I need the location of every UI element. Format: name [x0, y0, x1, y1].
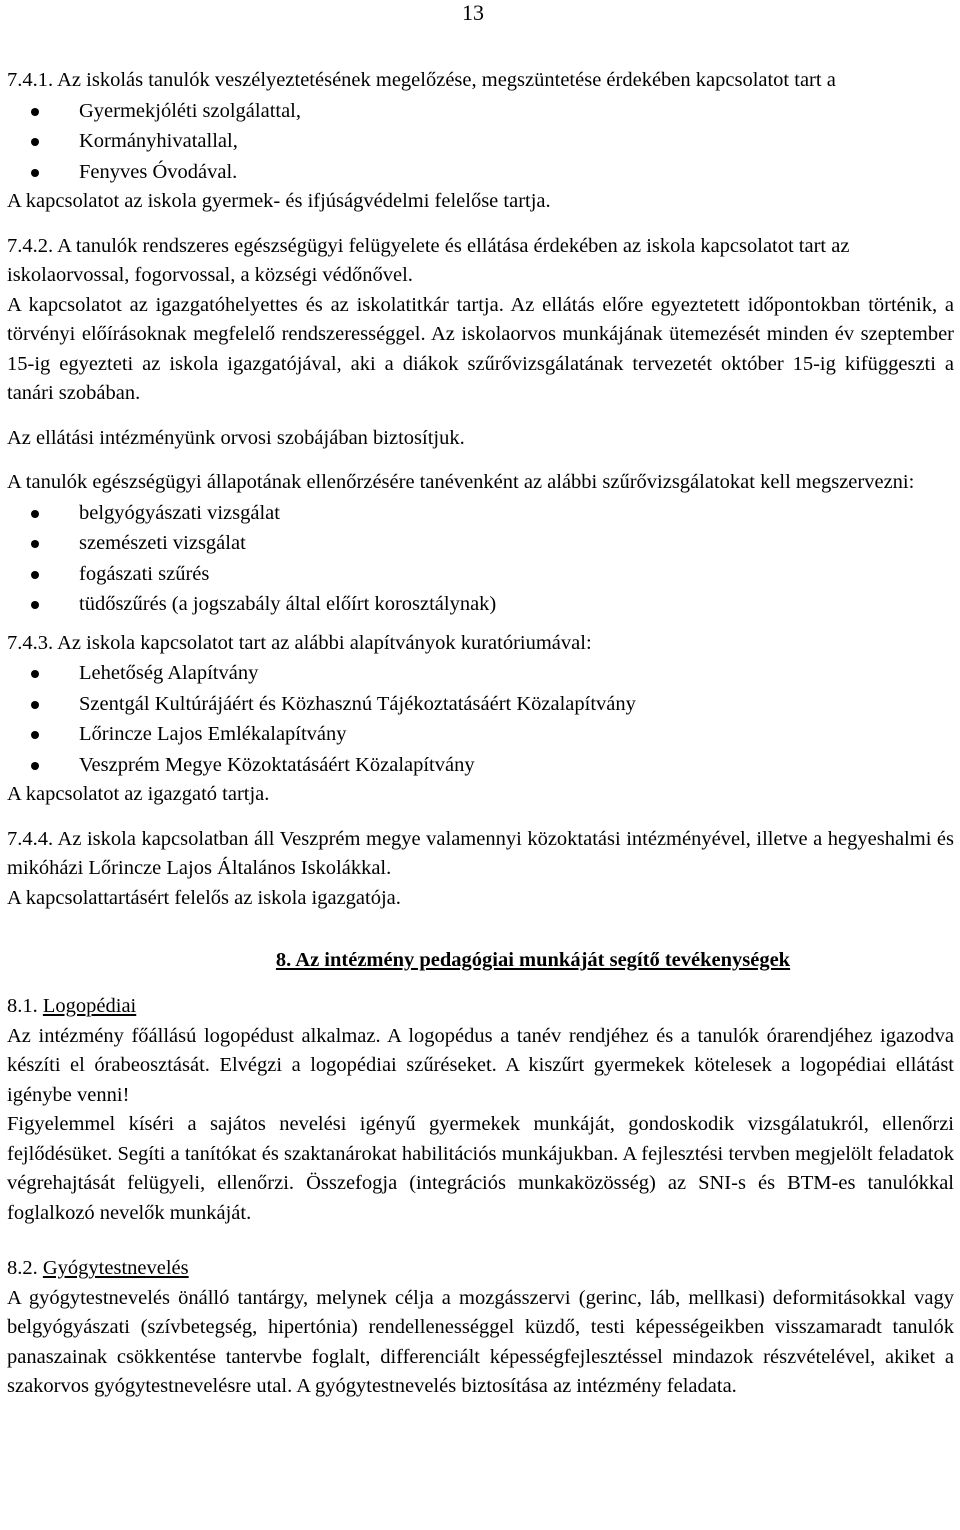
section-7-4-2-paragraph-1: 7.4.2. A tanulók rendszeres egészségügyi felügyelete és ellátása érdekében az iskola kapcsolatot tart az iskolaorvossal, fogorvossal, a községi védőnővel.: [7, 234, 850, 286]
section-8-2-title-text: Gyógytestnevelés: [42, 1257, 189, 1279]
bullet-icon: [31, 108, 39, 116]
screening-list: [7, 498, 954, 620]
list-item: Kormányhivatallal,: [7, 126, 954, 157]
bullet-icon: [31, 731, 39, 739]
bullet-icon: [31, 540, 39, 548]
section-8-1-paragraph-1: Az intézmény főállású logopédust alkalmaz. A logopédus a tanév rendjéhez és a tanulók órarendjéhez igazodva készíti el órabeosztását. Elvégzi a logopédiai szűréseket. A kiszűrt gyermekek kötelesek a logopédiai ellátást igénybe venni!: [7, 1024, 954, 1106]
section-7-4-1-list: [7, 96, 954, 188]
bullet-icon: [31, 138, 39, 146]
list-item: Fenyves Óvodával.: [7, 157, 954, 188]
list-item: Szentgál Kultúrájáért és Közhasznú Tájékoztatásáért Közalapítvány: [7, 689, 954, 720]
section-8-1-number: 8.1.: [7, 995, 38, 1017]
section-7-4-3-intro: 7.4.3. Az iskola kapcsolatot tart az alábbi alapítványok kuratóriumával:: [7, 631, 592, 654]
bullet-icon: [31, 169, 39, 177]
list-item: Veszprém Megye Közoktatásáért Közalapítvány: [7, 750, 954, 781]
section-7-4-2-paragraph-3: Az ellátási intézményünk orvosi szobájában biztosítjuk.: [7, 426, 465, 449]
section-8-1: [7, 992, 954, 1228]
foundations-list: [7, 658, 954, 780]
section-8-2-paragraph-1: A gyógytestnevelés önálló tantárgy, melynek célja a mozgásszervi (gerinc, láb, mellkasi) deformitásokkal vagy belgyógyászati (szívbetegség, hipertónia) rendellenességgel küzdő, testi képességeikben visszamaradt tanulók panaszainak csökkentése tantervbe foglalt, differenciált képességfejlesztéssel mindazok részvételével, akiket a szakorvos gyógytestnevelésre utal. A gyógytestnevelés biztosítása az intézmény feladata.: [7, 1286, 954, 1397]
section-8-2-number: 8.2.: [7, 1257, 38, 1279]
list-item: Lőrincze Lajos Emlékalapítvány: [7, 719, 954, 750]
section-8-1-title-text: Logopédiai: [42, 995, 137, 1017]
section-8-1-paragraph-2: Figyelemmel kíséri a sajátos nevelési igényű gyermekek munkáját, gondoskodik vizsgálatukról, ellenőrzi fejlődésüket. Segíti a tanítókat és szaktanárokat habilitációs munkájukban. A fejlesztési tervben megjelölt feladatok végrehajtását felügyeli, ellenőrzi. Összefogja (integrációs munkaközösség) az SNI-s és BTM-es tanulókkal foglalkozó nevelők munkáját.: [7, 1113, 954, 1224]
list-item: tüdőszűrés (a jogszabály által előírt korosztálynak): [7, 589, 954, 620]
list-item: fogászati szűrés: [7, 559, 954, 590]
bullet-icon: [31, 762, 39, 770]
section-7-4-1-closing: A kapcsolatot az iskola gyermek- és ifjúságvédelmi felelőse tartja.: [7, 190, 551, 212]
section-8-2: [7, 1254, 954, 1402]
list-item: Gyermekjóléti szolgálattal,: [7, 96, 954, 127]
bullet-icon: [31, 670, 39, 678]
bullet-icon: [31, 601, 39, 609]
list-item: Lehetőség Alapítvány: [7, 658, 954, 689]
section-7-4-2-paragraph-4: A tanulók egészségügyi állapotának ellenőrzésére tanévenként az alábbi szűrővizsgálatokat kell megszervezni:: [7, 471, 915, 493]
bullet-icon: [31, 571, 39, 579]
section-7-4-3-closing: A kapcsolatot az igazgató tartja.: [7, 783, 270, 805]
document-body: [7, 66, 954, 1402]
section-7-4-2-paragraph-2: A kapcsolatot az igazgatóhelyettes és az iskolatitkár tartja. Az ellátás előre egyeztetett időpontokban történik, a törvényi előírásoknak megfelelő rendszerességgel. Az iskolaorvos munkájának ütemezését minden év szeptember 15-ig egyezteti az iskola igazgatójával, aki a diákok szűrővizsgálatának tervezetét október 15-ig kifüggeszti a tanári szobában.: [7, 293, 954, 404]
list-item: szemészeti vizsgálat: [7, 528, 954, 559]
list-item: belgyógyászati vizsgálat: [7, 498, 954, 529]
section-7-4-4-paragraph-2: A kapcsolattartásért felelős az iskola igazgatója.: [7, 886, 401, 909]
section-7-4-1: [7, 66, 954, 217]
section-7-4-1-intro: 7.4.1. Az iskolás tanulók veszélyeztetésének megelőzése, megszüntetése érdekében kapcsolatot tart a: [7, 69, 836, 91]
section-8-2-title: [7, 1254, 954, 1284]
section-7-4-4-paragraph-1: 7.4.4. Az iskola kapcsolatban áll Veszprém megye valamennyi közoktatási intézményével, illetve a hegyeshalmi és mikóházi Lőrincze Lajos Általános Iskolákkal.: [7, 827, 954, 879]
bullet-icon: [31, 510, 39, 518]
section-8-1-title: [7, 992, 954, 1022]
section-7-4-2: [7, 232, 954, 620]
section-8-heading: 8. Az intézmény pedagógiai munkáját segítő tevékenységek: [275, 949, 791, 971]
page-number: 13: [462, 0, 484, 25]
section-7-4-4: [7, 825, 954, 914]
section-7-4-3: [7, 629, 954, 810]
bullet-icon: [31, 701, 39, 709]
